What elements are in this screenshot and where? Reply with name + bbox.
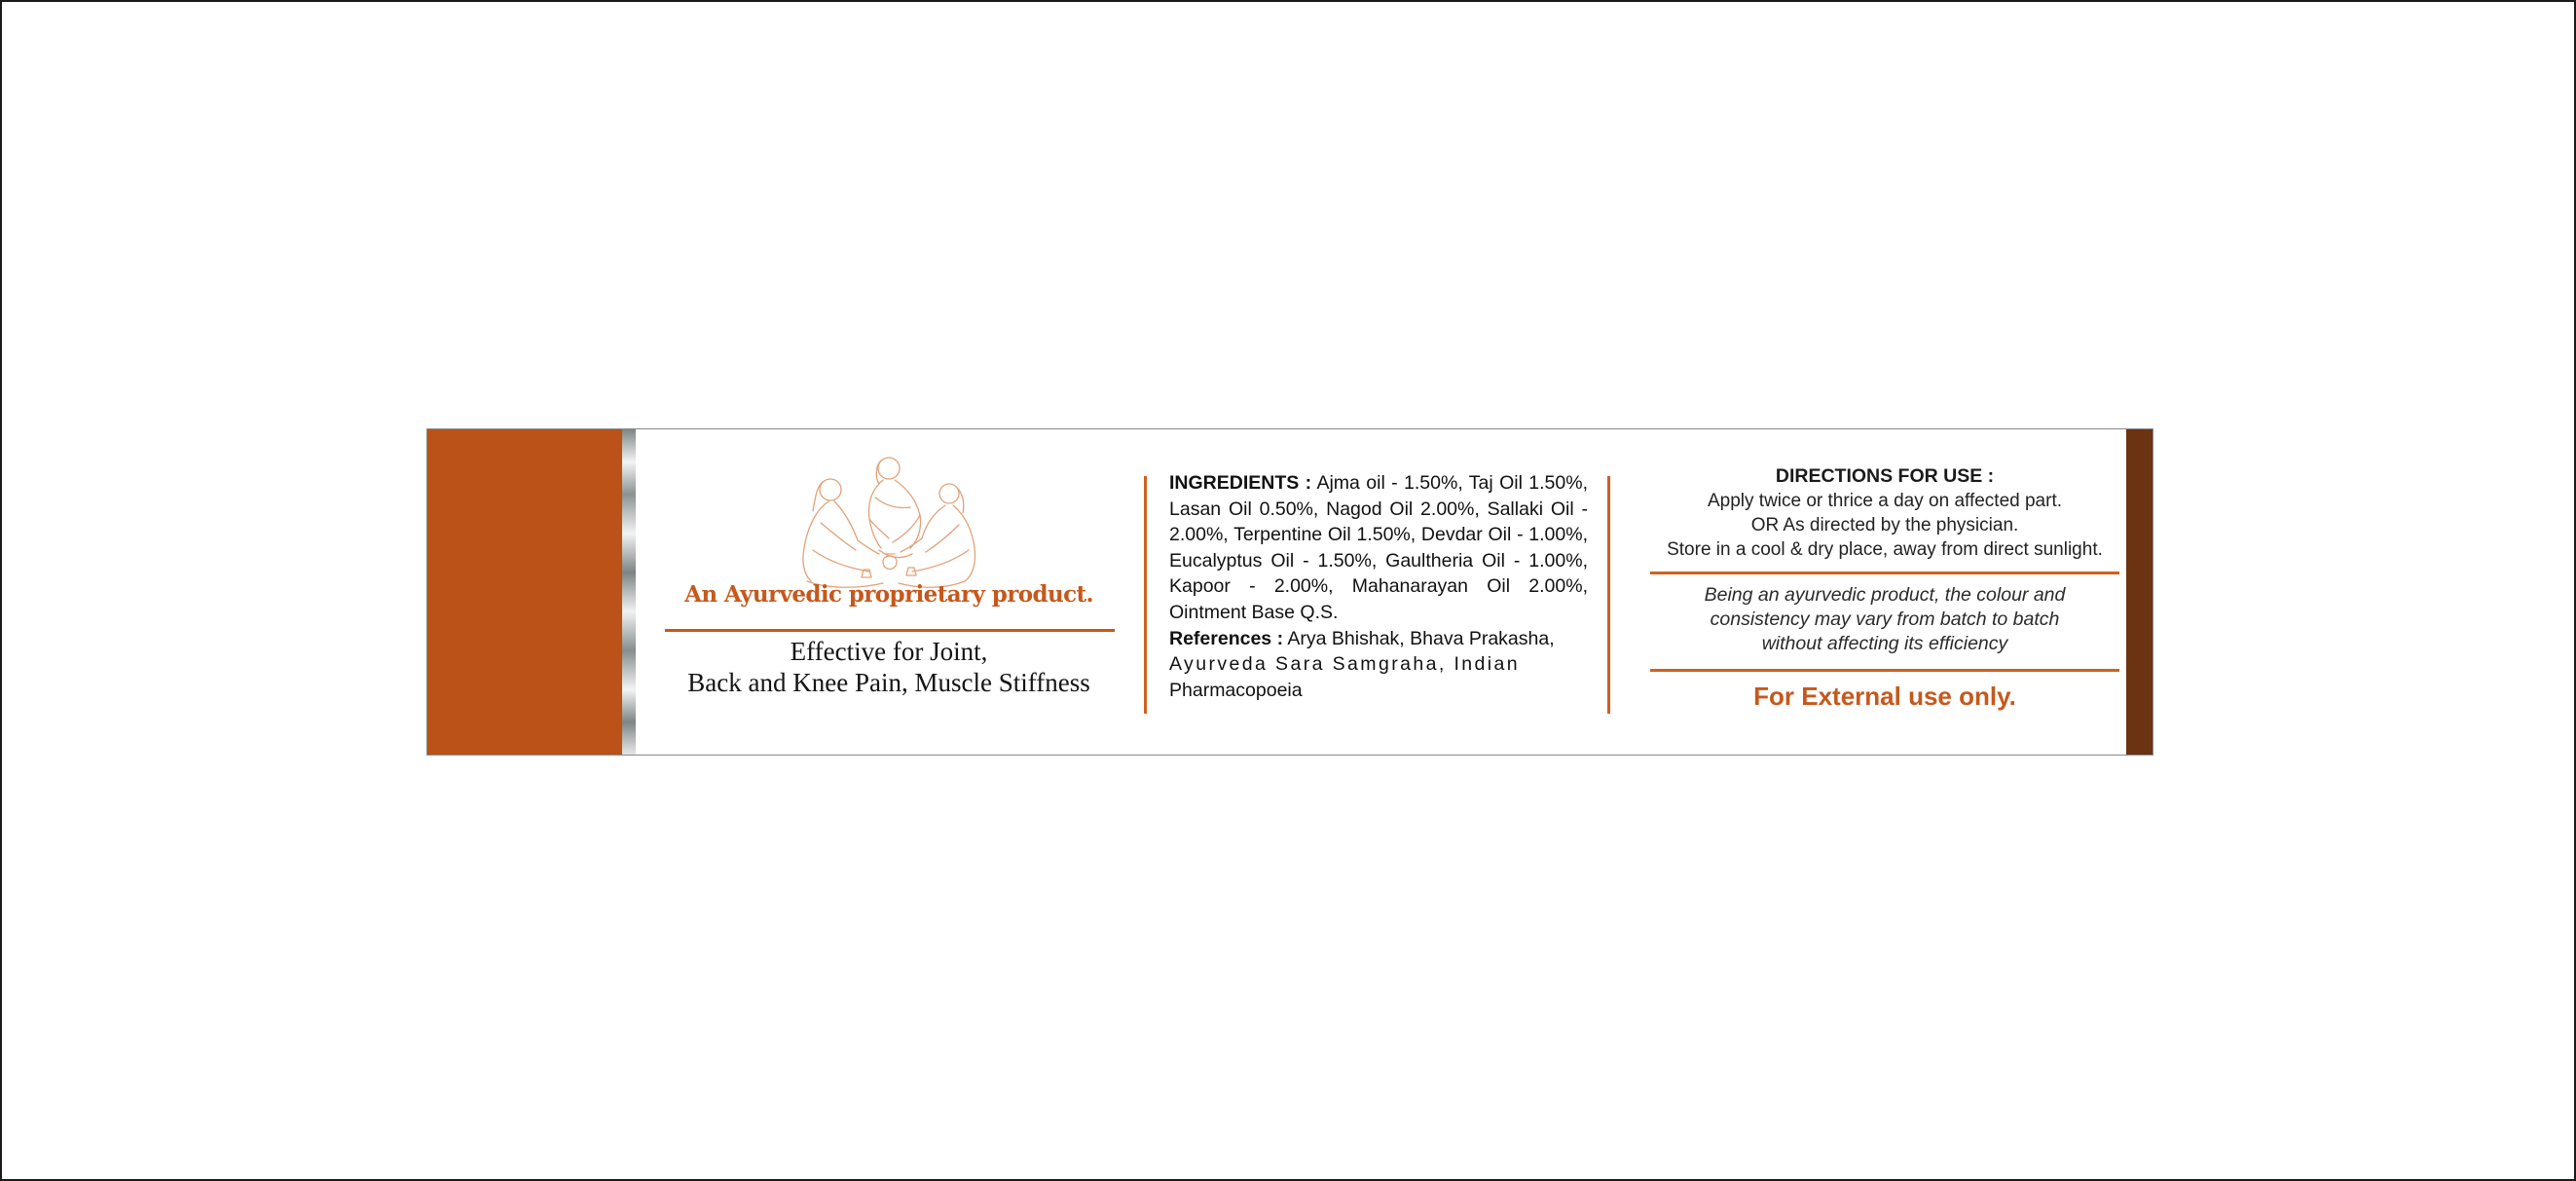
note-divider	[1650, 669, 2119, 672]
references-line: Pharmacopoeia	[1169, 679, 1303, 701]
ingredients-heading: INGREDIENTS :	[1169, 472, 1312, 494]
batch-note-line: consistency may vary from batch to batch	[1710, 609, 2060, 630]
ingredients-block	[1169, 470, 1588, 626]
tagline-text: An Ayurvedic proprietary product.	[684, 581, 1093, 608]
divider-left	[1144, 476, 1147, 714]
directions-title: DIRECTIONS FOR USE :	[1775, 465, 1995, 487]
directions-divider	[1650, 572, 2119, 574]
benefits-text	[657, 636, 1121, 698]
directions-panel	[1650, 464, 2119, 737]
benefits-line: Back and Knee Pain, Muscle Stiffness	[687, 668, 1090, 697]
batch-note-line: without affecting its efficiency	[1761, 633, 2008, 654]
directions-line: Apply twice or thrice a day on affected part.	[1707, 491, 2062, 511]
references-block	[1169, 626, 1588, 652]
batch-note-line: Being an ayurvedic product, the colour and	[1704, 584, 2066, 606]
tagline-divider	[665, 629, 1115, 632]
right-color-band	[2126, 429, 2153, 755]
external-use-warning: For External use only.	[1753, 682, 2016, 711]
ingredients-list: Ajma oil - 1.50%, Taj Oil 1.50%, Lasan Oil 0.50%, Nagod Oil 2.00%, Sallaki Oil - 2.00%, Terpentine Oil 1.50%, Devdar Oil - 1.00%, Eucalyptus Oil - 1.50%, Gaultheria Oil - 1.00%, Kapoor - 2.00%, Mahanarayan Oil 2.00%, Ointment Base Q.S.	[1169, 472, 1588, 623]
product-label	[426, 428, 2153, 756]
references-line: Ayurveda Sara Samgraha, Indian	[1169, 653, 1520, 676]
references-heading: References :	[1169, 627, 1284, 649]
tagline-panel	[657, 429, 1121, 755]
left-color-band	[427, 429, 622, 755]
divider-right	[1607, 476, 1610, 714]
benefits-line: Effective for Joint,	[790, 637, 988, 666]
references-line: Arya Bhishak, Bhava Prakasha,	[1287, 627, 1555, 649]
batch-note	[1650, 583, 2119, 656]
ingredients-panel	[1169, 470, 1588, 703]
directions-line: OR As directed by the physician.	[1750, 515, 2019, 535]
directions-line: Store in a cool & dry place, away from direct sunlight.	[1667, 539, 2103, 560]
silver-foil-strip	[622, 429, 636, 755]
three-women-seated-line-drawing-icon	[774, 453, 1004, 591]
